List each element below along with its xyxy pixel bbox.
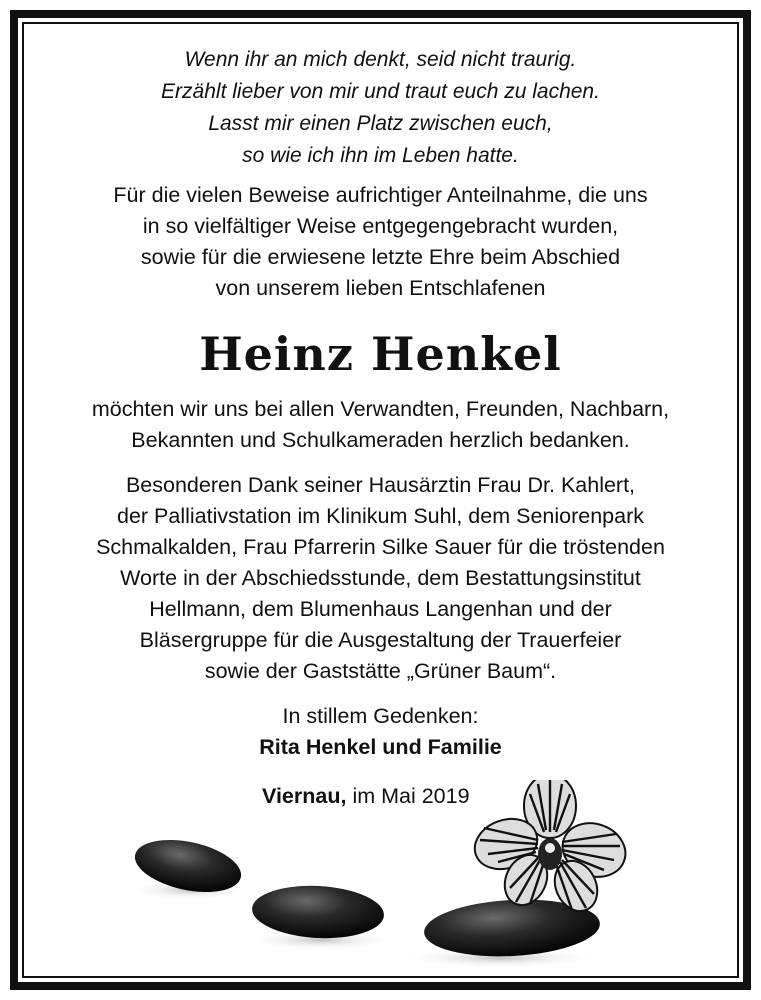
intro-paragraph [24,180,737,304]
memorial-line: In stillem Gedenken: [282,704,479,728]
orchid-icon [468,780,633,918]
deceased-name: Heinz Henkel [199,327,562,381]
thanks-line: Bekannten und Schulkameraden herzlich bedanken. [131,428,630,452]
special-thanks-line: der Palliativstation im Klinikum Suhl, dem Seniorenpark [117,504,644,528]
thanks-line: möchten wir uns bei allen Verwandten, Freunden, Nachbarn, [91,397,670,421]
special-thanks-paragraph [24,470,737,687]
intro-line: von unserem lieben Entschlafenen [215,276,546,300]
poem-line: Lasst mir einen Platz zwischen euch, [208,112,553,135]
poem-line: Erzählt lieber von mir und traut euch zu lachen. [161,80,600,103]
special-thanks-line: Schmalkalden, Frau Pfarrerin Silke Sauer für die tröstenden [96,535,665,559]
special-thanks-line: Besonderen Dank seiner Hausärztin Frau Dr. Kahlert, [125,473,636,497]
obituary-content [24,24,737,812]
intro-line: in so vielfältiger Weise entgegengebracht wurden, [142,214,619,238]
poem-line: Wenn ihr an mich denkt, seid nicht traurig. [184,48,577,71]
special-thanks-line: Worte in der Abschiedsstunde, dem Bestattungsinstitut [120,566,641,590]
stones-and-orchid-image [120,780,660,970]
poem-line: so wie ich ihn im Leben hatte. [242,144,519,167]
special-thanks-line: sowie der Gaststätte „Grüner Baum“. [204,659,557,683]
special-thanks-line: Bläsergruppe für die Ausgestaltung der Trauerfeier [139,628,622,652]
intro-line: Für die vielen Beweise aufrichtiger Anteilnahme, die uns [113,183,648,207]
special-thanks-line: Hellmann, dem Blumenhaus Langenhan und der [149,597,612,621]
date: im Mai 2019 [352,784,470,808]
signature: Rita Henkel und Familie [259,735,502,759]
poem [24,44,737,172]
place: Viernau, [262,784,347,808]
intro-line: sowie für die erwiesene letzte Ehre beim Abschied [140,245,621,269]
thanks-paragraph [24,394,737,456]
